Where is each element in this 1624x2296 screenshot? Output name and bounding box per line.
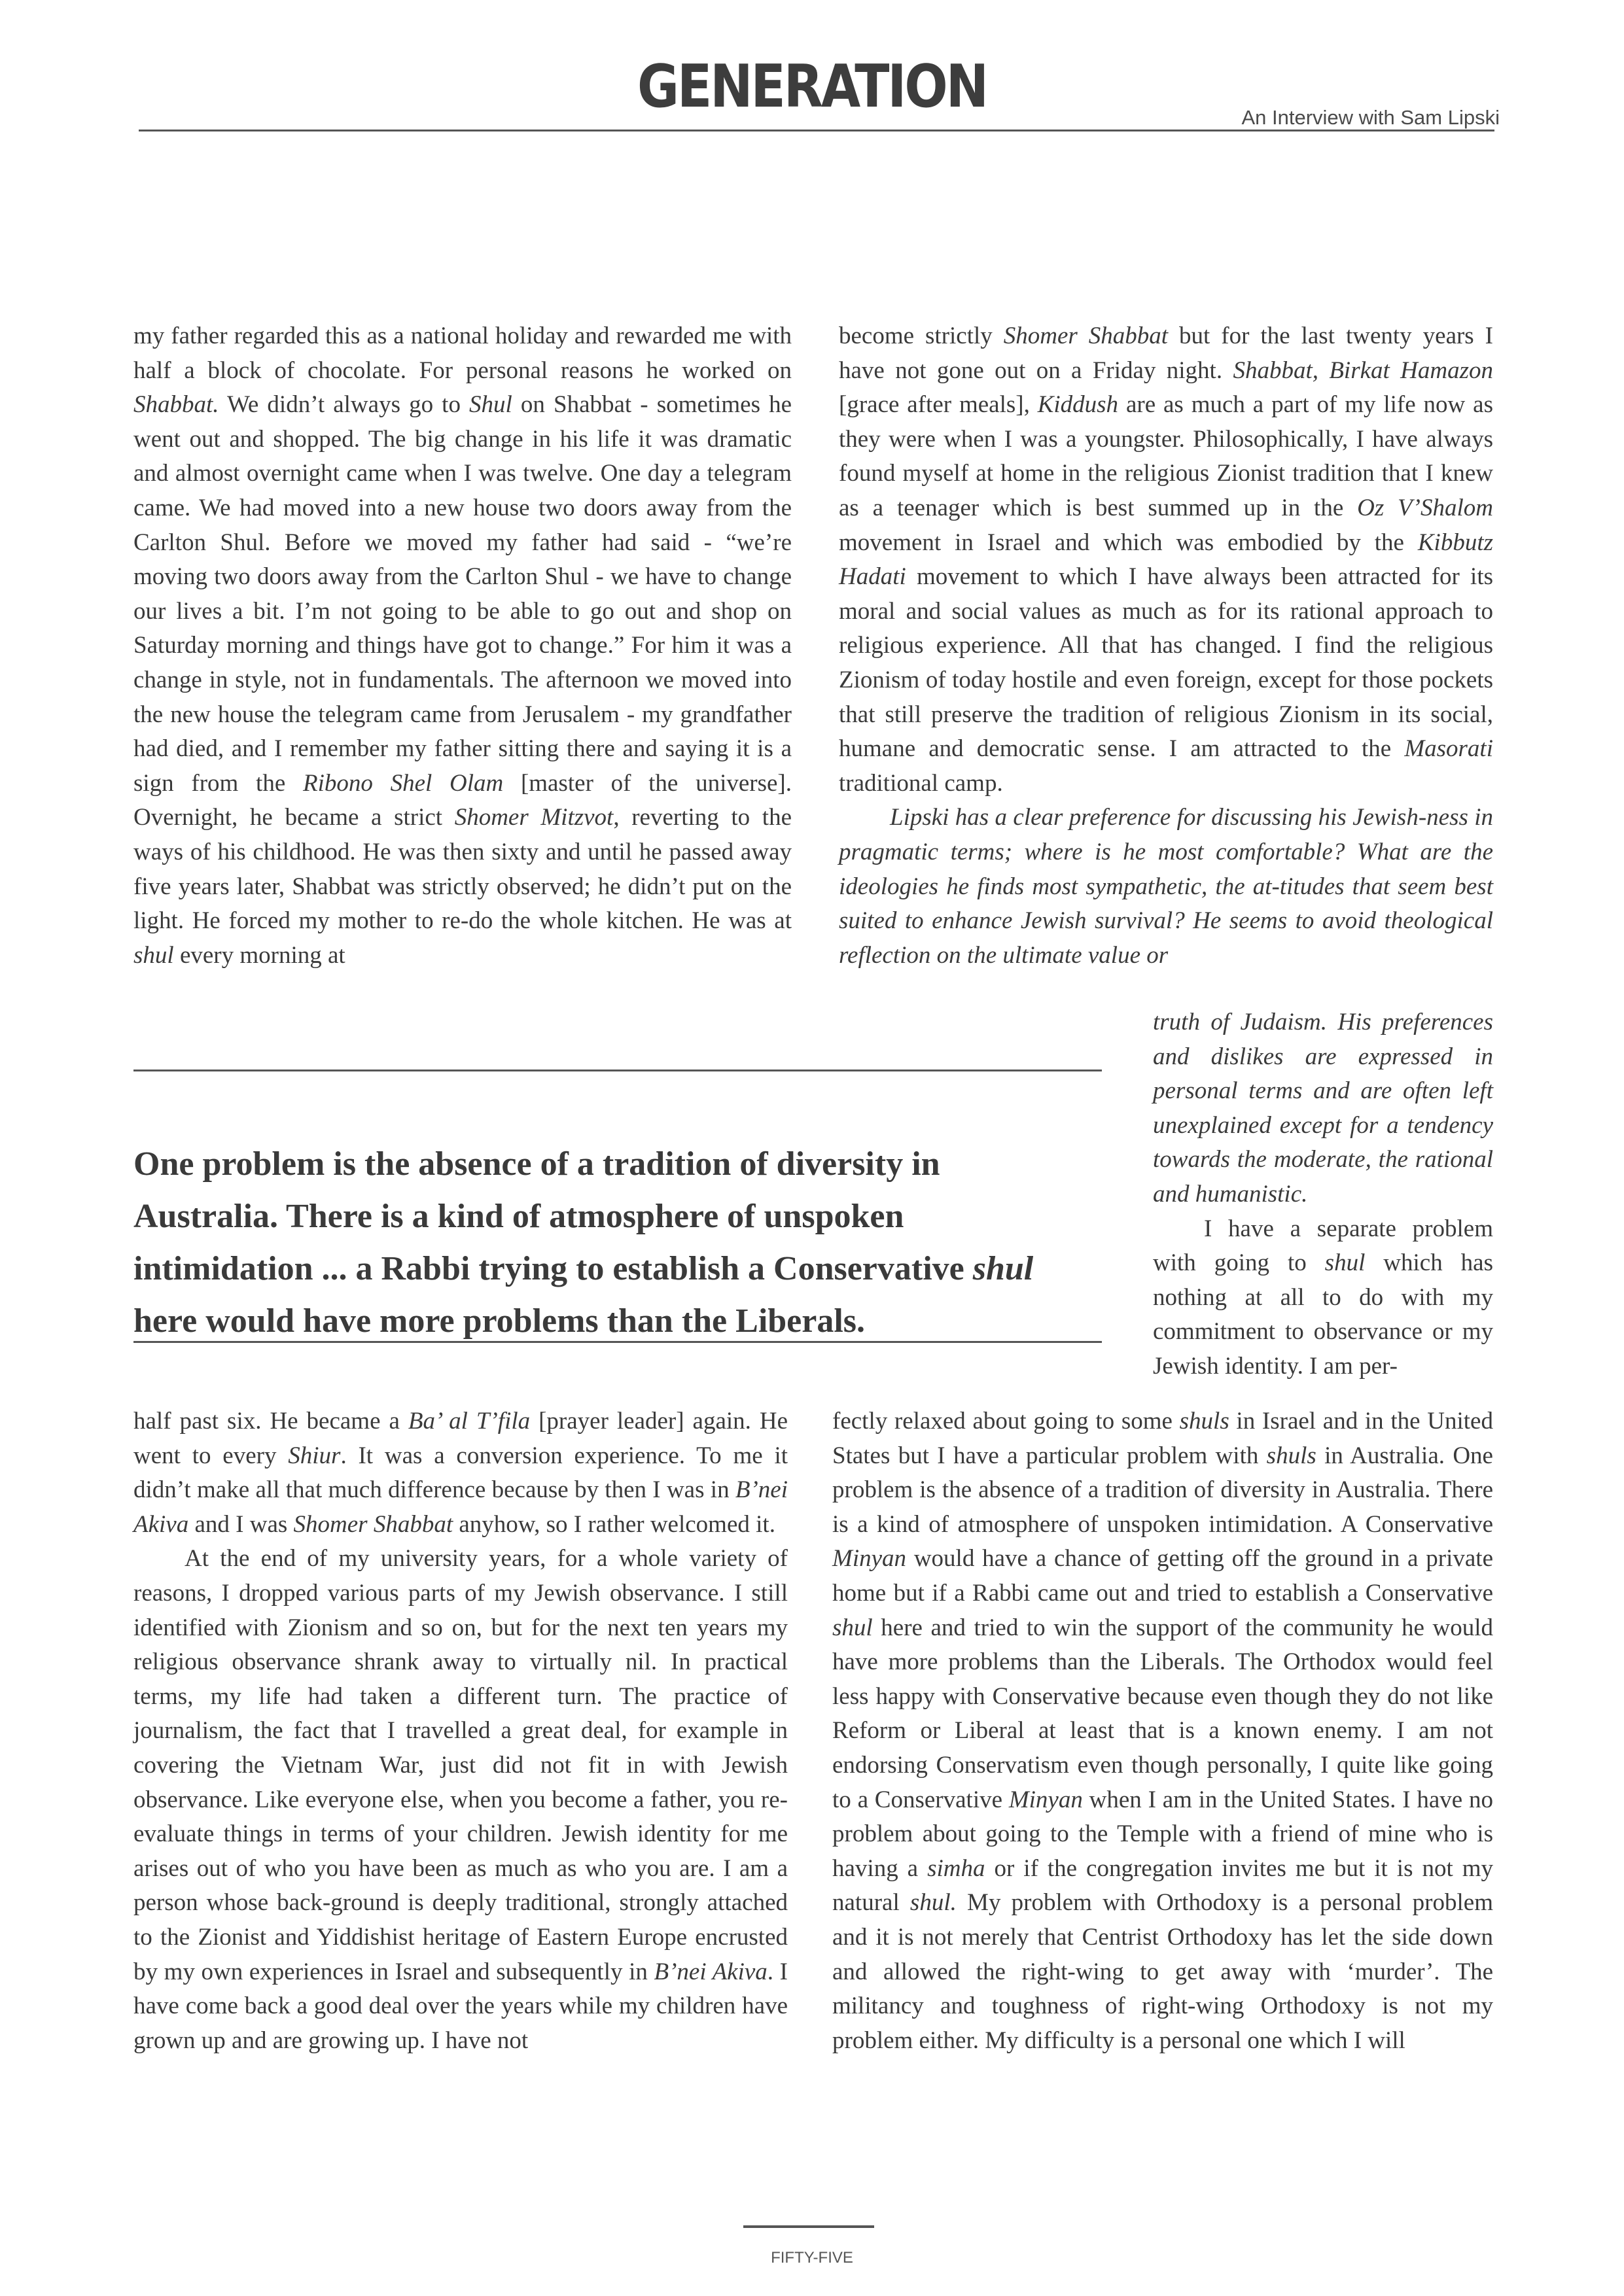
body-paragraph: I have a separate problem with going to shul which has nothing at all to do with my commitment to observance or my Jewish identity. I am per- xyxy=(1153,1215,1493,1380)
page-number: FIFTY-FIVE xyxy=(771,2249,853,2267)
left-column-top xyxy=(133,319,792,973)
body-paragraph: my father regarded this as a national holiday and rewarded me with half a block of chocolate. For personal reasons he worked on Shabbat. We didn’t always go to Shul on Shabbat - sometimes he went out and shopped. The big change in his life it was dramatic and almost overnight came when I was twelve. One day a telegram came. We had moved into a new house two doors away from the Carlton Shul. Before we moved my father had said - “we’re moving two doors away from the Carlton Shul - we have to change our lives a bit. I’m not going to be able to go out and shop on Saturday morning and things have got to change.” For him it was a change in style, not in fundamentals. The afternoon we moved into the new house the telegram came from Jerusalem - my grandfather had died, and I remember my father sitting there and saying it is a sign from the Ribono Shel Olam [master of the universe]. Overnight, he became a strict Shomer Mitzvot, reverting to the ways of his childhood. He was then sixty and until he passed away five years later, Shabbat was strictly observed; he didn’t put on the light. He forced my mother to re-do the whole kitchen. He was at shul every morning at xyxy=(133,322,792,969)
body-paragraph: At the end of my university years, for a whole variety of reasons, I dropped various parts of my Jewish observance. I still identified with Zionism and so on, but for the next ten years my religious observance shrank away to virtually nil. In practical terms, my life had taken a different turn. The practice of journalism, the fact that I travelled a great deal, for example in covering the Vietnam War, just did not fit in with Jewish observance. Like everyone else, when you become a father, you re-evaluate things in terms of your children. Jewish identity for me arises out of who you have been as much as who you are. I am a person whose back-ground is deeply traditional, strongly attached to the Zionist and Yiddishist heritage of Eastern Europe encrusted by my own experiences in Israel and subsequently in B’nei Akiva. I have come back a good deal over the years while my children have grown up and are growing up. I have not xyxy=(133,1545,788,2054)
left-column-bottom xyxy=(133,1404,788,2058)
pull-quote-rule-top xyxy=(133,1070,1102,1071)
pull-quote xyxy=(133,1138,1128,1348)
magazine-title: GENERATION xyxy=(637,53,987,121)
article-subtitle: An Interview with Sam Lipski xyxy=(1241,106,1500,129)
right-column-top xyxy=(839,319,1493,973)
editorial-paragraph: Lipski has a clear preference for discussing his Jewish-ness in pragmatic terms; where is he most comfortable? What are the ideologies he finds most sympathetic, the at-titudes that seem best suited to enhance Jewish survival? He seems to avoid theological reflection on the ultimate value or xyxy=(839,804,1493,969)
right-column-bottom xyxy=(832,1404,1493,2058)
pull-quote-line: here would have more problems than the Liberals. xyxy=(133,1302,866,1340)
editorial-paragraph: truth of Judaism. His preferences and dislikes are expressed in personal terms and are often left unexplained except for a tendency towards the moderate, the rational and humanistic. xyxy=(1153,1009,1493,1208)
pull-quote-line: Australia. There is a kind of atmosphere of unspoken xyxy=(133,1198,904,1235)
pull-quote-line: intimidation ... a Rabbi trying to establish a Conservative shul xyxy=(133,1250,1034,1287)
body-paragraph: half past six. He became a Ba’ al T’fila [prayer leader] again. He went to every Shiur. It was a conversion experience. To me it didn’t make all that much difference because by then I was in B’nei Akiva and I was Shomer Shabbat anyhow, so I rather welcomed it. xyxy=(133,1408,788,1538)
body-paragraph: become strictly Shomer Shabbat but for the last twenty years I have not gone out on a Friday night. Shabbat, Birkat Hamazon [grace after meals], Kiddush are as much a part of my life now as they were when I was a youngster. Philosophically, I have always found myself at home in the religious Zionist tradition that I knew as a teenager which is best summed up in the Oz V’Shalom movement in Israel and which was embodied by the Kibbutz Hadati movement to which I have always been attracted for its moral and social values as much as for its rational approach to religious experience. All that has changed. I find the religious Zionism of today hostile and even foreign, except for those pockets that still preserve the tradition of religious Zionism in its social, humane and democratic sense. I am attracted to the Masorati traditional camp. xyxy=(839,322,1494,797)
pull-quote-line: One problem is the absence of a tradition of diversity in xyxy=(133,1145,940,1183)
right-column-narrow xyxy=(1153,1005,1493,1384)
header-rule xyxy=(139,130,1494,131)
footer-rule xyxy=(743,2225,874,2228)
pull-quote-rule-bottom xyxy=(133,1341,1102,1343)
body-paragraph: fectly relaxed about going to some shuls in Israel and in the United States but I have a particular problem with shuls in Australia. One problem is the absence of a tradition of diversity in Australia. There is a kind of atmosphere of unspoken intimidation. A Conservative Minyan would have a chance of getting off the ground in a private home but if a Rabbi came out and tried to establish a Conservative shul here and tried to win the support of the community he would have more problems than the Liberals. The Orthodox would feel less happy with Conservative because even though they do not like Reform or Liberal at least that is a known enemy. I am not endorsing Conservatism even though personally, I quite like going to a Conservative Minyan when I am in the United States. I have no problem about going to the Temple with a friend of mine who is having a simha or if the congregation invites me but it is not my natural shul. My problem with Orthodoxy is a personal problem and it is not merely that Centrist Orthodoxy has let the side down and allowed the right-wing to get away with ‘murder’. The militancy and toughness of right-wing Orthodoxy is not my problem either. My difficulty is a personal one which I will xyxy=(832,1408,1494,2054)
